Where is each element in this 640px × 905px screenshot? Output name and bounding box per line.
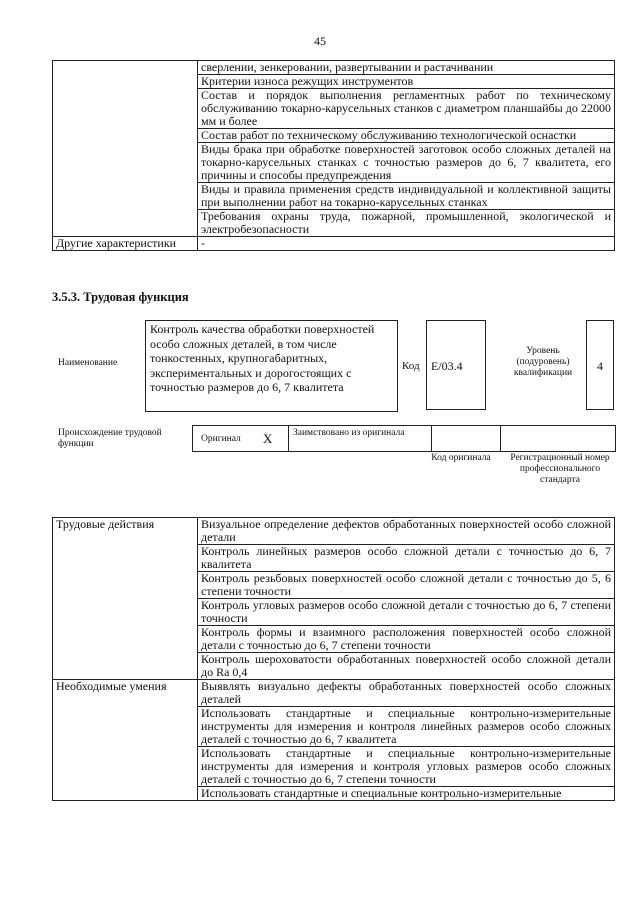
function-table <box>52 517 615 801</box>
table-cell: Виды брака при обработке поверхностей заготовок особо сложных деталей на токарно-карусельных станках с точностью размеров до 6, 7 квалитета, его причины и способы предупреждения <box>198 143 615 183</box>
table-cell: Использовать стандартные и специальные контрольно-измерительные <box>198 787 615 801</box>
page-number: 45 <box>314 34 326 48</box>
table-cell: Выявлять визуально дефекты обработанных поверхностей особо сложных деталей <box>198 680 615 707</box>
origin-label: Происхождение трудовой функции <box>58 428 162 449</box>
table-cell: Состав работ по техническому обслуживанию технологической оснастки <box>198 129 615 143</box>
divider <box>500 426 501 451</box>
reg-caption: Регистрационный номер профессионального стандарта <box>510 453 610 485</box>
code-caption: Код оригинала <box>431 453 491 463</box>
divider <box>288 426 289 451</box>
section-title: 3.5.3. Трудовая функция <box>52 290 189 304</box>
table-cell: Критерии износа режущих инструментов <box>198 75 615 89</box>
table-cell: Контроль шероховатости обработанных поверхностей особо сложной детали до Ra 0,4 <box>198 653 615 680</box>
function-name: Контроль качества обработки поверхностей особо сложных деталей, в том числе тонкостенных, крупногабаритных, экспериментальных и дорогостоящих с точностью размеров до 6, 7 квалитета <box>145 320 398 412</box>
other-value: - <box>198 237 615 251</box>
actions-label: Трудовые действия <box>53 518 198 680</box>
table-cell: Контроль резьбовых поверхностей особо сложной детали с точностью до 5, 6 степени точности <box>198 572 615 599</box>
borrowed-label: Заимствовано из оригинала <box>293 428 405 438</box>
table-cell: Контроль линейных размеров особо сложной детали с точностью до 6, 7 квалитета <box>198 545 615 572</box>
name-label: Наименование <box>58 358 118 368</box>
skills-label: Необходимые умения <box>53 680 198 801</box>
table-cell: Состав и порядок выполнения регламентных работ по техническому обслуживанию токарно-карусельных станков с диаметром планшайбы до 22000 мм и более <box>198 89 615 129</box>
level-label: Уровень (подуровень) квалификации <box>513 346 573 378</box>
divider <box>431 426 432 451</box>
original-mark: X <box>263 431 273 446</box>
table-row <box>53 518 615 545</box>
table-row <box>53 61 615 75</box>
table-cell: Визуальное определение дефектов обработанных поверхностей особо сложной детали <box>198 518 615 545</box>
original-label: Оригинал <box>201 434 241 444</box>
code-value: E/03.4 <box>426 320 486 410</box>
code-label: Код <box>402 360 420 372</box>
table-cell: Контроль угловых размеров особо сложной детали с точностью до 6, 7 степени точности <box>198 599 615 626</box>
table-cell: сверлении, зенкеровании, развертывании и растачивании <box>198 61 615 75</box>
table-row <box>53 680 615 707</box>
other-label: Другие характеристики <box>53 237 198 251</box>
table-cell: Использовать стандартные и специальные контрольно-измерительные инструменты для измерения и контроля угловых размеров особо сложных деталей с точностью до 6, 7 степени точности <box>198 747 615 787</box>
table-cell: Виды и правила применения средств индивидуальной и коллективной защиты при выполнении работ на токарно-карусельных станках <box>198 183 615 210</box>
table-cell: Использовать стандартные и специальные контрольно-измерительные инструменты для измерения и контроля линейных размеров особо сложных деталей с точностью до 6, 7 квалитета <box>198 707 615 747</box>
origin-table <box>192 425 616 452</box>
table-label-cell <box>53 61 198 237</box>
table-cell: Требования охраны труда, пожарной, промышленной, экологической и электробезопасности <box>198 210 615 237</box>
knowledge-table <box>52 60 615 251</box>
table-row <box>53 237 615 251</box>
table-cell: Контроль формы и взаимного расположения поверхностей особо сложной детали с точностью до 6, 7 степени точности <box>198 626 615 653</box>
level-value: 4 <box>586 320 614 410</box>
